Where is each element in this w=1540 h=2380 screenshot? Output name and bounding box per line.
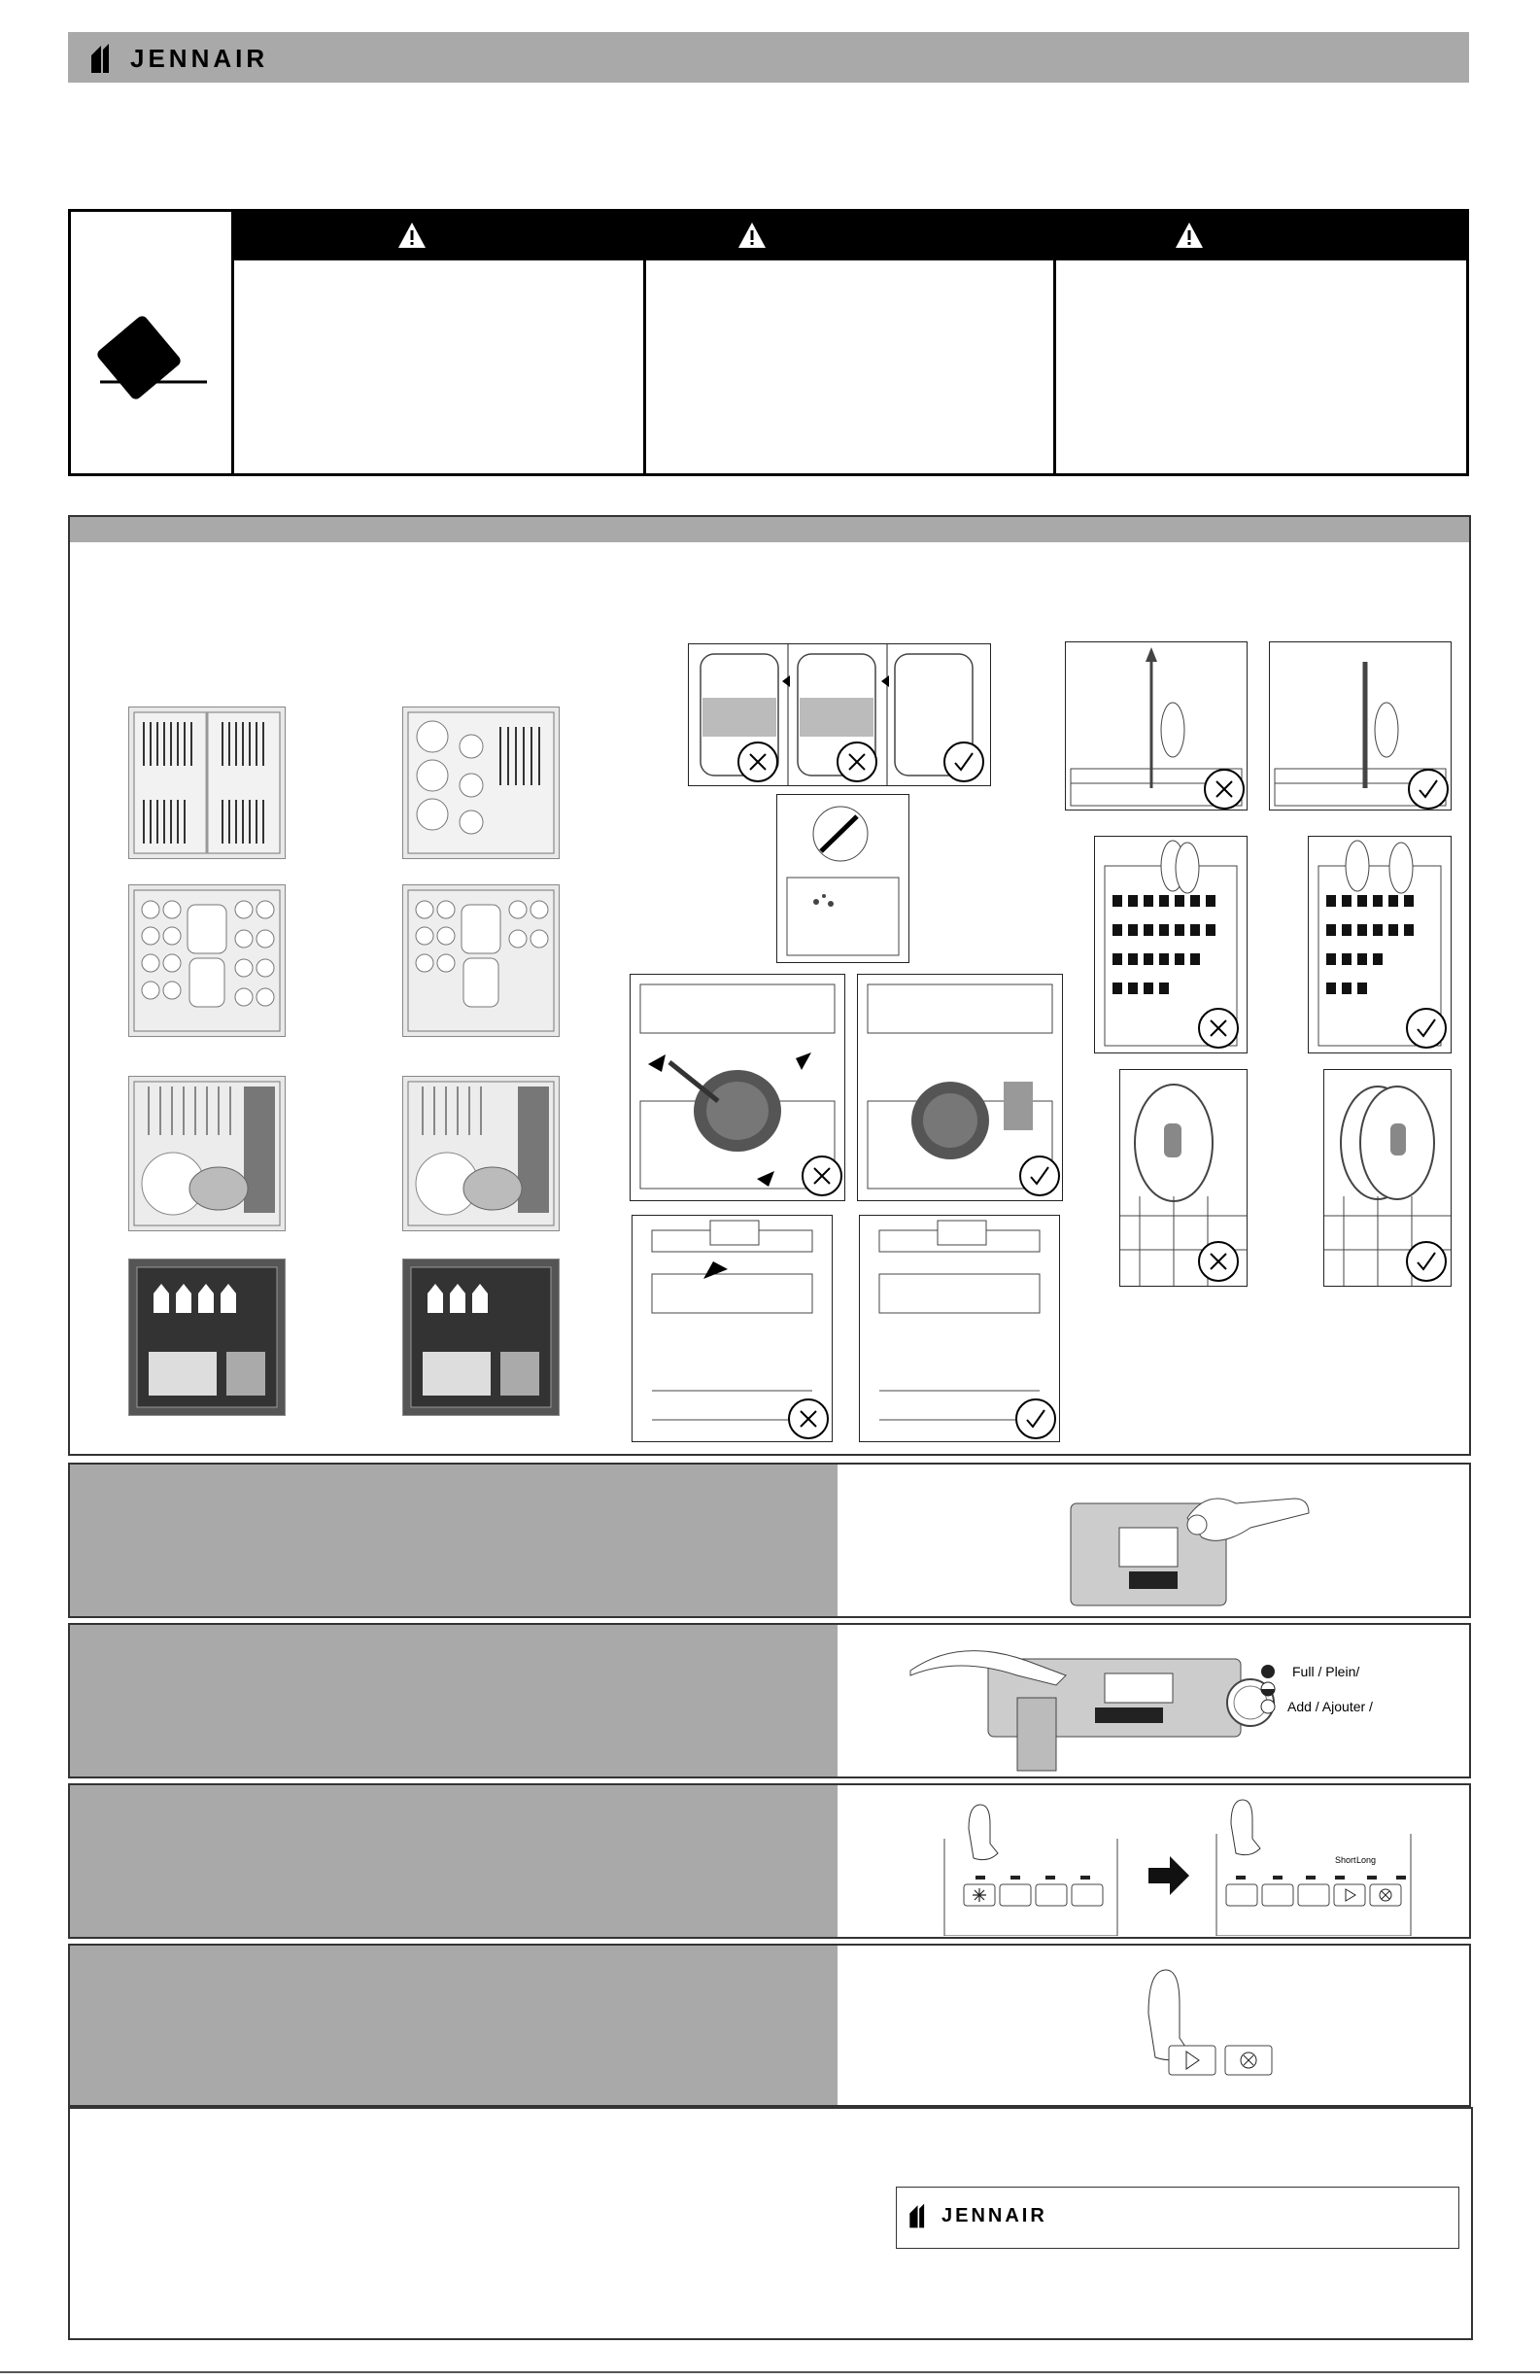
header-bar — [68, 32, 1469, 83]
footer-brand-logo — [907, 2201, 1047, 2230]
loading-section — [68, 515, 1471, 1456]
warning-header — [234, 212, 1466, 260]
asterisk-icon — [973, 1888, 986, 1902]
cross-circle-icon — [1198, 1241, 1239, 1282]
warning-column-1 — [234, 260, 646, 473]
jar-label-figure — [688, 643, 991, 786]
step-select-cycle — [68, 1783, 1471, 1939]
pointing-hand-icon — [1231, 1800, 1260, 1855]
cross-circle-icon — [737, 742, 778, 782]
cross-circle-icon — [1198, 1008, 1239, 1049]
knife-down-right-figure — [1269, 641, 1452, 811]
short-label: Short — [1335, 1855, 1356, 1865]
footer-box — [68, 2107, 1473, 2340]
brand-logo — [87, 42, 268, 75]
step-select-cycle-text-panel — [70, 1785, 838, 1937]
right-arrow-icon — [1148, 1856, 1189, 1895]
check-circle-icon — [1406, 1241, 1447, 1282]
warning-box — [68, 209, 1469, 476]
full-load-illustration — [128, 1259, 286, 1416]
warning-triangle-icon — [397, 222, 427, 249]
full-label: Full / Plein/ — [1292, 1664, 1360, 1679]
check-circle-icon — [943, 742, 984, 782]
lower-rack-alt-illustration — [402, 1076, 560, 1231]
rinse-aid-dispenser-illustration — [901, 1630, 1260, 1776]
spoons-separated-right-figure — [1308, 836, 1452, 1053]
spoons-nested-wrong-figure — [1094, 836, 1248, 1053]
brand-logo-icon — [907, 2201, 934, 2230]
upper-rack-alt-illustration — [402, 884, 560, 1037]
cutlery-tray-alt-illustration — [402, 707, 560, 859]
warning-column-3 — [1056, 260, 1469, 473]
cross-circle-icon — [837, 742, 877, 782]
right-arrow-icon — [881, 675, 889, 687]
tip-over-icon-cell — [71, 212, 234, 473]
half-indicator-dot — [1260, 1681, 1276, 1697]
cutlery-tray-illustration — [128, 707, 286, 859]
full-load-alt-illustration — [402, 1259, 560, 1416]
spray-arm-wrong-figure — [632, 1215, 833, 1442]
cross-circle-icon — [788, 1398, 829, 1439]
check-circle-icon — [1406, 1008, 1447, 1049]
brand-logo-icon — [87, 42, 120, 75]
footer-logo-box — [896, 2187, 1459, 2249]
spray-arm-right-figure — [859, 1215, 1060, 1442]
pan-loading-wrong-figure — [630, 974, 845, 1201]
step-detergent-text-panel — [70, 1465, 838, 1616]
tip-over-icon — [71, 212, 234, 474]
cross-circle-icon — [1204, 769, 1245, 810]
food-scraping-figure — [776, 794, 909, 963]
footer-brand-name: JENNAIR — [941, 2204, 1047, 2226]
control-panel-illustration — [935, 1790, 1459, 1936]
step-rinse-aid — [68, 1623, 1471, 1778]
step-detergent — [68, 1463, 1471, 1618]
step-rinse-aid-text-panel — [70, 1625, 838, 1776]
knife-up-wrong-figure — [1065, 641, 1248, 811]
pan-loading-right-figure — [857, 974, 1063, 1201]
right-arrow-icon — [782, 675, 790, 687]
check-circle-icon — [1019, 1156, 1060, 1196]
warning-triangle-icon — [737, 222, 767, 249]
add-indicator-dot — [1260, 1699, 1276, 1714]
lid-wrong-figure — [1119, 1069, 1248, 1287]
lid-right-figure — [1323, 1069, 1452, 1287]
warning-column-2 — [646, 260, 1056, 473]
detergent-dispenser-illustration — [1051, 1474, 1333, 1615]
loading-section-header — [70, 517, 1469, 542]
pointing-hand-icon — [969, 1805, 998, 1860]
bottom-rule — [0, 2371, 1540, 2373]
brand-name: JENNAIR — [130, 43, 269, 73]
add-label: Add / Ajouter / — [1287, 1699, 1373, 1714]
cross-circle-icon — [802, 1156, 842, 1196]
check-circle-icon — [1015, 1398, 1056, 1439]
lower-rack-illustration — [128, 1076, 286, 1231]
long-label: Long — [1356, 1855, 1377, 1865]
start-button-illustration — [1144, 1955, 1289, 2082]
warning-triangle-icon — [1175, 222, 1204, 249]
check-circle-icon — [1408, 769, 1449, 810]
step-start-text-panel — [70, 1946, 838, 2105]
full-indicator-dot — [1260, 1664, 1276, 1679]
step-start — [68, 1944, 1471, 2107]
upper-rack-illustration — [128, 884, 286, 1037]
